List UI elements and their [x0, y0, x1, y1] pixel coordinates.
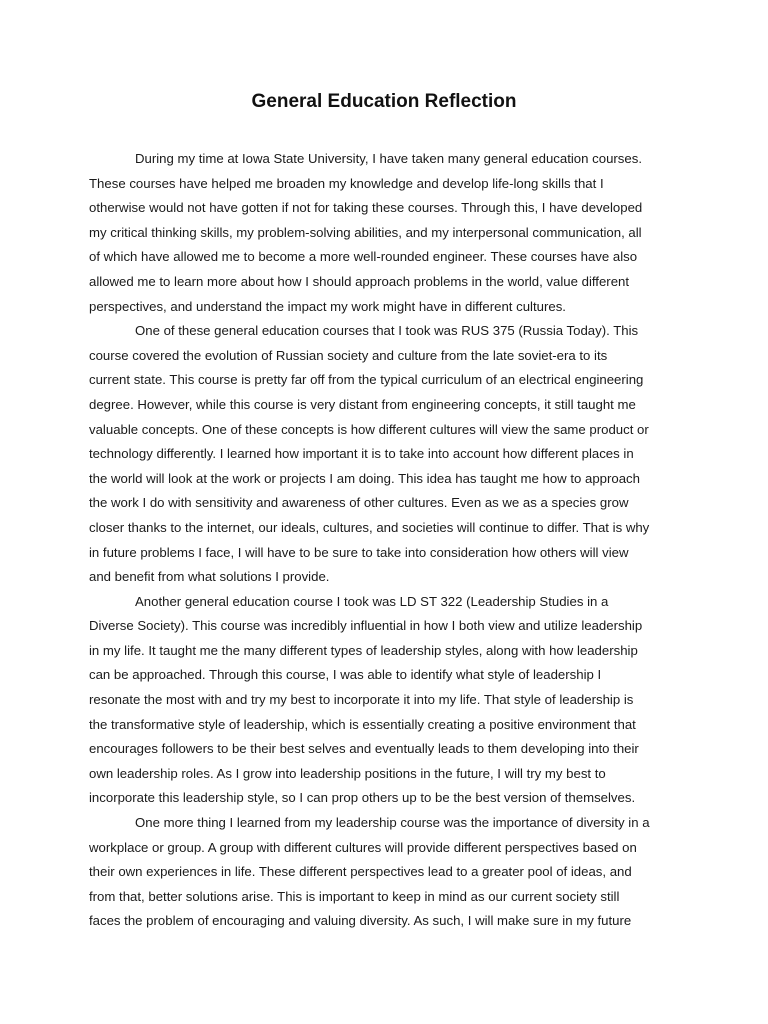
- paragraph-2-line: the world will look at the work or projects I am doing. This idea has taught me how to approach: [89, 470, 640, 486]
- paragraph-3-line: in my life. It taught me the many different types of leadership styles, along with how leadership: [89, 642, 638, 658]
- paragraph-1-line: These courses have helped me broaden my knowledge and develop life-long skills that I: [89, 175, 604, 191]
- paragraph-4-line: their own experiences in life. These different perspectives lead to a greater pool of ideas, and: [89, 864, 632, 880]
- paragraph-1-line: otherwise would not have gotten if not for taking these courses. Through this, I have developed: [89, 200, 643, 216]
- paragraph-2-line: course covered the evolution of Russian society and culture from the late soviet-era to its: [89, 347, 608, 363]
- paragraph-1-line: perspectives, and understand the impact my work might have in different cultures.: [89, 298, 566, 314]
- paragraph-2-line: One of these general education courses that I took was RUS 375 (Russia Today). This: [135, 323, 639, 339]
- paragraph-4-line: One more thing I learned from my leadership course was the importance of diversity in a: [135, 815, 650, 831]
- paragraph-3-line: Diverse Society). This course was incredibly influential in how I both view and utilize leadership: [89, 618, 643, 634]
- paragraph-4-line: from that, better solutions arise. This is important to keep in mind as our current society still: [89, 888, 620, 904]
- paragraph-1-line: my critical thinking skills, my problem-solving abilities, and my interpersonal communication, all: [89, 224, 642, 240]
- paragraph-3-line: can be approached. Through this course, I was able to identify what style of leadership I: [89, 667, 602, 683]
- paragraph-3-line: own leadership roles. As I grow into leadership positions in the future, I will try my best to: [89, 765, 606, 781]
- paragraph-2-line: the work I do with sensitivity and awareness of other cultures. Even as we as a species grow: [89, 495, 629, 511]
- paragraph-2-line: and benefit from what solutions I provide.: [89, 569, 330, 585]
- paragraph-1-line: of which have allowed me to become a more well-rounded engineer. These courses have also: [89, 249, 638, 265]
- paragraph-3-line: resonate the most with and try my best to incorporate it into my life. That style of leadership is: [89, 692, 634, 708]
- paragraph-3-line: encourages followers to be their best selves and eventually leads to them developing into their: [89, 741, 639, 757]
- paragraph-4-line: faces the problem of encouraging and valuing diversity. As such, I will make sure in my future: [89, 913, 632, 929]
- document-title: General Education Reflection: [251, 91, 517, 112]
- paragraph-3-line: Another general education course I took was LD ST 322 (Leadership Studies in a: [135, 593, 609, 609]
- document-body: [89, 147, 689, 934]
- paragraph-2-line: degree. However, while this course is very distant from engineering concepts, it still taught me: [89, 396, 636, 412]
- paragraph-3-line: the transformative style of leadership, which is essentially creating a positive environment that: [89, 716, 636, 732]
- paragraph-2-line: technology differently. I learned how important it is to take into account how different places in: [89, 446, 634, 462]
- paragraph-2-line: valuable concepts. One of these concepts is how different cultures will view the same product or: [89, 421, 649, 437]
- paragraph-2-line: in future problems I face, I will have to be sure to take into consideration how others will view: [89, 544, 629, 560]
- paragraph-1-line: During my time at Iowa State University, I have taken many general education courses.: [135, 151, 642, 166]
- paragraph-4-line: workplace or group. A group with different cultures will provide different perspectives based on: [89, 839, 637, 855]
- paragraph-3-line: incorporate this leadership style, so I can prop others up to be the best version of themselves.: [89, 790, 636, 806]
- paragraph-1-line: allowed me to learn more about how I should approach problems in the world, value different: [89, 273, 630, 289]
- paragraph-2-line: closer thanks to the internet, our ideals, cultures, and societies will continue to differ. That is why: [89, 519, 650, 535]
- paragraph-2-line: current state. This course is pretty far off from the typical curriculum of an electrical engineering: [89, 372, 644, 388]
